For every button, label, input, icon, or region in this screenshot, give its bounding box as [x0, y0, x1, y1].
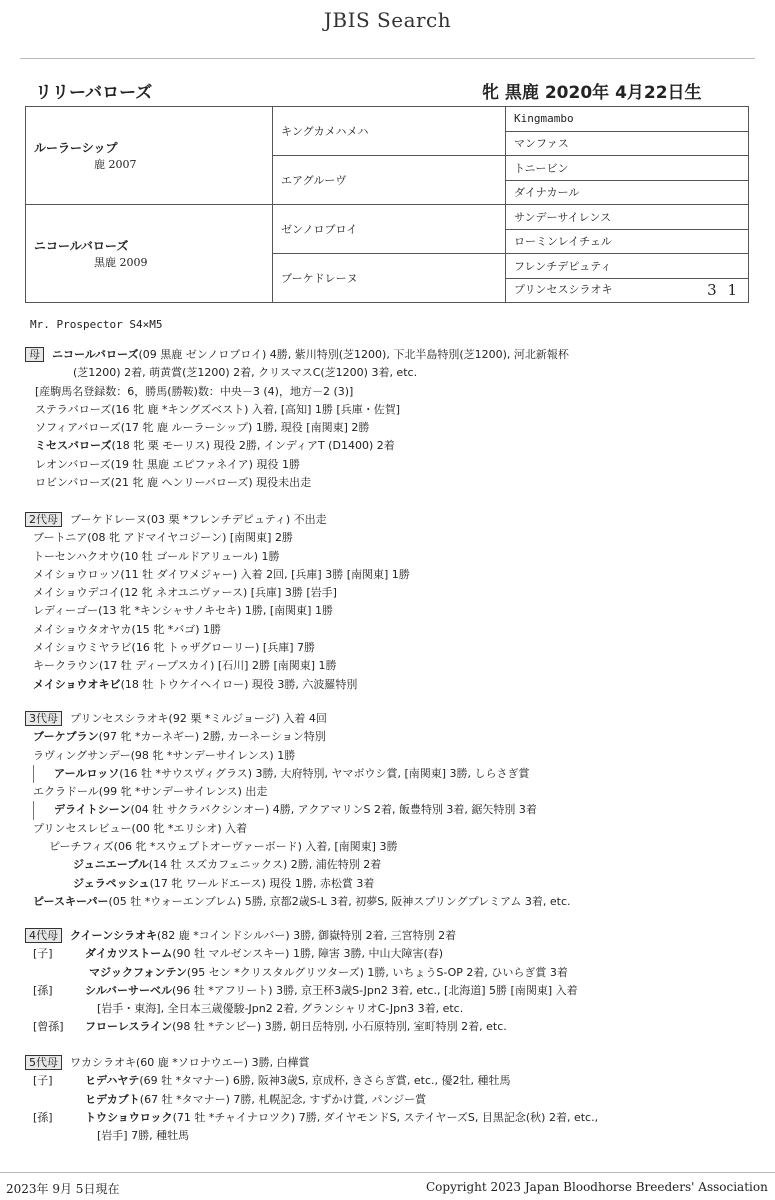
horse-link[interactable]: ブーケブラン	[33, 730, 99, 744]
record-text: [産駒馬名登録数：6，勝馬(勝鞍)数：中央－3 (4)，地方－2 (3)]	[35, 384, 354, 398]
footer-divider	[0, 1172, 775, 1173]
record-text: ワカシラオキ(60 鹿 *ソロナウエー) 3勝, 白樺賞	[70, 1056, 310, 1069]
record-line	[25, 437, 569, 455]
section-3rd-dam	[25, 710, 571, 911]
generation-tag: 3代母	[25, 711, 62, 726]
record-line	[33, 801, 571, 819]
relation-label: [子]	[33, 1074, 53, 1088]
horse-link[interactable]: トウショウロック	[85, 1110, 173, 1124]
record-line	[25, 856, 571, 874]
record-line	[25, 945, 578, 963]
sire-detail: 鹿 2007	[94, 158, 137, 171]
record-line	[25, 529, 410, 547]
generation-tag: 母	[25, 347, 44, 362]
section-4th-dam	[25, 927, 578, 1037]
record-line	[25, 838, 571, 856]
horse-link[interactable]: ジェラペッシュ	[73, 876, 150, 890]
record-text: (97 牝 *カーネギー) 2勝, カーネーション特別	[98, 730, 326, 744]
horse-link[interactable]: フローレスライン	[85, 1020, 173, 1034]
record-line	[25, 456, 569, 474]
record-text: メイショウデコイ(12 牝 ネオユニヴァース) [兵庫] 3勝 [岩手]	[33, 586, 337, 600]
generation-tag: 4代母	[25, 928, 62, 943]
record-text: ソフィアバローズ(17 牝 鹿 ルーラーシップ) 1勝, 現役 [南関東] 2勝	[35, 421, 370, 435]
record-text: (16 牡 *サウスヴィグラス) 3勝, 大府特別, ヤマボウシ賞, [南関東] 3勝, しらさぎ賞	[119, 766, 530, 780]
sire-dam: エアグルーヴ	[273, 156, 506, 205]
record-line	[25, 710, 571, 728]
record-text: トーセンハクオウ(10 牡 ゴールドアリュール) 1勝	[33, 549, 280, 563]
record-text: [岩手] 7勝, 種牡馬	[97, 1129, 190, 1143]
record-line	[25, 964, 578, 982]
horse-link[interactable]: ピースキーパー	[33, 894, 109, 908]
record-text: メイショウミヤラビ(16 牝 トゥザグローリー) [兵庫] 7勝	[33, 641, 315, 655]
ancestor-cell: Kingmambo	[506, 107, 749, 132]
record-line	[25, 419, 569, 437]
relation-label: [孫]	[33, 1110, 53, 1124]
site-logo[interactable]	[0, 8, 775, 32]
horse-link[interactable]: ヒデカブト	[85, 1092, 140, 1106]
record-text: (71 牡 *チャイナロツク) 7勝, ダイヤモンドS, ステイヤーズS, 目黒記念(秋) 2着, etc.,	[172, 1110, 599, 1124]
section-dam	[25, 346, 569, 492]
record-text: (82 鹿 *コインドシルバー) 3勝, 御嶽特別 2着, 三宮特別 2着	[156, 929, 457, 942]
horse-link[interactable]: ダイカツストーム	[85, 947, 173, 961]
sire-name: ルーラーシップ	[34, 141, 118, 155]
ancestor-cell: マンファス	[506, 131, 749, 156]
record-text: メイショウタオヤカ(15 牝 *バゴ) 1勝	[33, 622, 222, 636]
record-line	[25, 747, 571, 765]
record-line	[25, 893, 571, 911]
relation-label: [子]	[33, 947, 53, 961]
ancestor-cell: サンデーサイレンス	[506, 205, 749, 230]
record-text: (05 牡 *ウォーエンブレム) 5勝, 京都2歳S-L 3着, 初夢S, 阪神スプリングプレミアム 3着, etc.	[108, 894, 571, 908]
horse-link[interactable]: マジックフォンテン	[89, 965, 187, 979]
horse-link[interactable]: ジュニエーブル	[73, 858, 149, 872]
ancestor-cell: ローミンレイチェル	[506, 229, 749, 254]
sire-cell	[26, 107, 273, 205]
ancestor-cell: ダイナカール	[506, 180, 749, 205]
ancestor-name: プリンセスシラオキ	[514, 283, 613, 297]
record-text: レディーゴー(13 牝 *キンシャサノキセキ) 1勝, [南関東] 1勝	[33, 604, 333, 618]
horse-name: リリーバローズ	[35, 83, 153, 103]
dam-dam: ブーケドレーヌ	[273, 254, 506, 303]
record-text: ラヴィングサンデー(98 牝 *サンデーサイレンス) 1勝	[33, 748, 296, 762]
header-divider	[20, 58, 755, 59]
sire-sire: キングカメハメハ	[273, 107, 506, 156]
record-text: エクラドール(99 牝 *サンデーサイレンス) 出走	[33, 785, 268, 799]
horse-link[interactable]: クイーンシラオキ	[70, 929, 157, 942]
dosage-number: 3 1	[707, 281, 740, 300]
record-text: ステラバローズ(16 牝 鹿 *キングズベスト) 入着, [高知] 1勝 [兵庫・佐賀]	[35, 402, 401, 416]
record-line	[33, 765, 571, 783]
record-text: ロビンバローズ(21 牝 鹿 ヘンリーバローズ) 現役未出走	[35, 476, 312, 490]
record-line	[25, 474, 569, 492]
record-text: レオンバローズ(19 牡 黒鹿 エピファネイア) 現役 1勝	[35, 457, 300, 471]
record-text: メイショウロッソ(11 牡 ダイワメジャー) 入着 2回, [兵庫] 3勝 [南関東] 1勝	[33, 567, 410, 581]
record-line	[25, 657, 410, 675]
record-text: (18 牝 栗 モーリス) 現役 2勝, インディアT (D1400) 2着	[111, 439, 395, 453]
horse-link[interactable]: デライトシーン	[54, 803, 131, 817]
record-text: (96 牡 *アフリート) 3勝, 京王杯3歳S-Jpn2 3着, etc., [北海道] 5勝 [南関東] 入着	[171, 983, 578, 997]
record-line	[25, 1018, 578, 1036]
record-text: (98 牡 *テンビー) 3勝, 朝日岳特別, 小石原特別, 室町特別 2着, etc.	[172, 1020, 507, 1034]
record-line	[25, 1091, 598, 1109]
record-text: ブーケドレーヌ(03 栗 *フレンチデピュティ) 不出走	[70, 513, 327, 526]
record-line	[25, 676, 410, 694]
horse-link[interactable]: アールロッソ	[54, 766, 120, 780]
record-line	[25, 346, 569, 364]
record-line	[25, 602, 410, 620]
record-text: (09 黒鹿 ゼンノロブロイ) 4勝, 紫川特別(芝1200), 下北半島特別(芝1200), 河北新報杯	[138, 348, 569, 361]
record-text: (67 牡 *タマナー) 7勝, 札幌記念, すずかけ賞, パンジー賞	[139, 1092, 427, 1106]
record-line	[25, 639, 410, 657]
record-text: (04 牡 サクラバクシンオー) 4勝, アクアマリンS 2着, 飯豊特別 3着, 鋸矢特別 3着	[130, 803, 537, 817]
horse-link[interactable]: シルバーサーベル	[85, 983, 172, 997]
record-line	[25, 728, 571, 746]
ancestor-cell: フレンチデピュティ	[506, 254, 749, 279]
as-of-date: 2023年 9月 5日現在	[6, 1182, 120, 1196]
horse-link[interactable]: ニコールバローズ	[52, 348, 139, 361]
generation-tag: 5代母	[25, 1055, 62, 1070]
copyright: Copyright 2023 Japan Bloodhorse Breeders' Association	[426, 1180, 768, 1194]
record-line	[25, 875, 571, 893]
horse-info: 牝 黒鹿 2020年 4月22日生	[482, 83, 702, 103]
horse-link[interactable]: ミセスバローズ	[35, 439, 112, 453]
record-text: (芝1200) 2着, 萌黄賞(芝1200) 2着, クリスマスC(芝1200) 3着, etc.	[73, 366, 418, 380]
record-text: (90 牡 マルゼンスキー) 1勝, 障害 3勝, 中山大障害(春)	[172, 947, 444, 961]
record-text: [岩手・東海], 全日本三歳優駿-Jpn2 2着, グランシャリオC-Jpn3 3着, etc.	[97, 1002, 464, 1016]
record-line	[25, 820, 571, 838]
generation-tag: 2代母	[25, 512, 62, 527]
section-5th-dam	[25, 1054, 598, 1145]
record-line	[25, 982, 578, 1000]
record-line	[25, 364, 569, 382]
record-text: (69 牡 *タマナー) 6勝, 阪神3歳S, 京成杯, きさらぎ賞, etc., 優2牡, 種牡馬	[139, 1074, 511, 1088]
record-text: (14 牡 スズカフェニックス) 2勝, 浦佐特別 2着	[148, 858, 382, 872]
horse-link[interactable]: ヒデハヤテ	[85, 1074, 140, 1088]
record-line	[25, 621, 410, 639]
ancestor-cell	[506, 278, 749, 303]
record-line	[25, 1000, 578, 1018]
record-text: (18 牡 トウケイヘイロー) 現役 3勝, 六波羅特別	[120, 677, 358, 691]
logo-text: JBIS Search	[323, 8, 452, 32]
record-line	[25, 1109, 598, 1127]
record-line	[25, 511, 410, 529]
record-line	[25, 927, 578, 945]
record-text: キークラウン(17 牡 ディープスカイ) [石川] 2勝 [南関東] 1勝	[33, 659, 337, 673]
dam-sire: ゼンノロブロイ	[273, 205, 506, 254]
record-line	[25, 383, 569, 401]
record-line	[25, 548, 410, 566]
ancestor-cell: トニービン	[506, 156, 749, 181]
dam-detail: 黒鹿 2009	[94, 256, 148, 269]
relation-label: [孫]	[33, 983, 53, 997]
record-text: (95 セン *クリスタルグリツターズ) 1勝, いちょうS-OP 2着, ひいらぎ賞 3着	[186, 965, 568, 979]
record-line	[25, 1054, 598, 1072]
record-line	[25, 584, 410, 602]
record-line	[25, 1127, 598, 1145]
record-text: プリンセスシラオキ(92 栗 *ミルジョージ) 入着 4回	[70, 712, 327, 725]
dam-name: ニコールバローズ	[34, 239, 129, 253]
record-text: ピーチフィズ(06 牝 *スウェプトオーヴァーボード) 入着, [南関東] 3勝	[49, 840, 398, 854]
record-text: ブートニア(08 牝 アドマイヤコジーン) [南関東] 2勝	[33, 531, 293, 545]
pedigree-table	[25, 106, 749, 303]
horse-link[interactable]: メイショウオキビ	[33, 677, 121, 691]
record-line	[25, 783, 571, 801]
record-line	[25, 566, 410, 584]
record-text: プリンセスレビュー(00 牝 *エリシオ) 入着	[33, 821, 248, 835]
section-2nd-dam	[25, 511, 410, 694]
record-line	[25, 401, 569, 419]
dam-cell	[26, 205, 273, 303]
inbreeding-note: Mr. Prospector S4×M5	[30, 318, 163, 331]
record-text: (17 牝 ワールドエース) 現役 1勝, 赤松賞 3着	[149, 876, 375, 890]
record-line	[25, 1072, 598, 1090]
relation-label: [曾孫]	[33, 1020, 64, 1034]
